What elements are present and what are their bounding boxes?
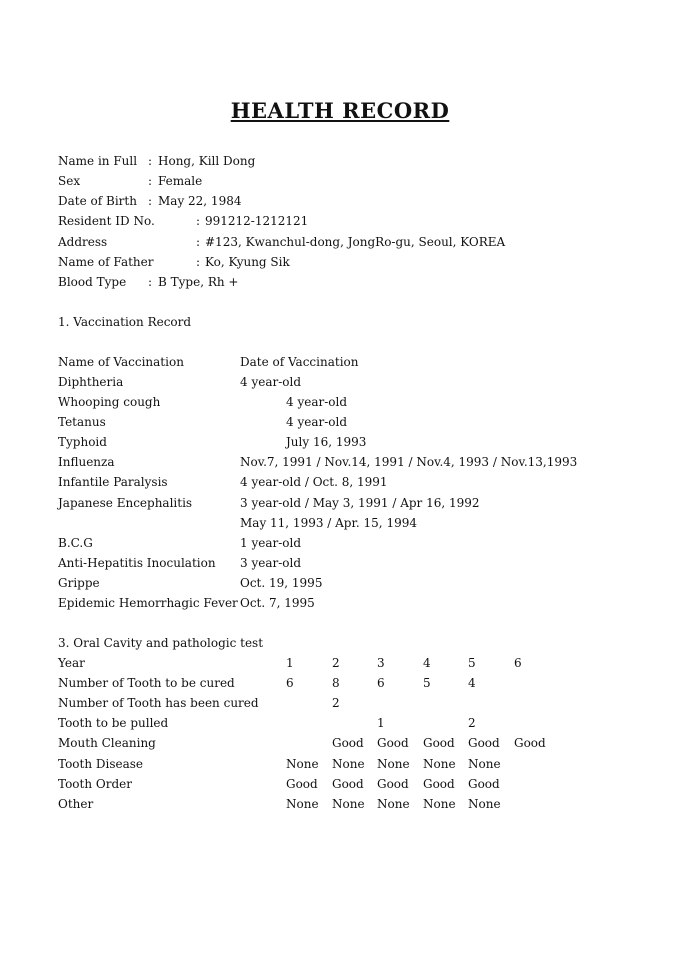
oral-cell: None — [377, 797, 410, 811]
vaccine-date: Nov.7, 1991 / Nov.14, 1991 / Nov.4, 1993 / Nov.13,1993 — [240, 455, 578, 469]
oral-row-label: Number of Tooth to be cured — [58, 676, 235, 690]
oral-cell: Good — [514, 736, 546, 750]
personal-label: Resident ID No. — [58, 214, 155, 228]
vaccine-name: B.C.G — [58, 536, 93, 550]
personal-separator: : — [148, 194, 153, 208]
oral-cell: 6 — [514, 656, 522, 670]
oral-cell: None — [332, 797, 365, 811]
oral-cell: 2 — [332, 696, 340, 710]
personal-label: Name in Full — [58, 154, 138, 168]
vaccine-name: Tetanus — [58, 415, 106, 429]
oral-cell: Good — [468, 777, 500, 791]
personal-separator: : — [196, 235, 201, 249]
vaccine-name: Grippe — [58, 576, 100, 590]
section-heading: 1. Vaccination Record — [58, 315, 192, 329]
vaccine-name: Typhoid — [58, 435, 107, 449]
vaccine-name: Whooping cough — [58, 395, 161, 409]
vaccine-name: Diphtheria — [58, 375, 124, 389]
vaccine-date: July 16, 1993 — [286, 435, 367, 449]
personal-separator: : — [148, 275, 153, 289]
oral-cell: Good — [377, 736, 409, 750]
oral-row-label: Tooth to be pulled — [58, 716, 169, 730]
oral-cell: 3 — [377, 656, 385, 670]
vaccine-name: Influenza — [58, 455, 115, 469]
personal-value: Hong, Kill Dong — [158, 154, 256, 168]
vaccine-name: Infantile Paralysis — [58, 475, 168, 489]
oral-cell: None — [286, 797, 319, 811]
vaccine-name: Epidemic Hemorrhagic Fever — [58, 596, 238, 610]
personal-label: Sex — [58, 174, 81, 188]
vaccine-name: Japanese Encephalitis — [58, 496, 193, 510]
oral-cell: 6 — [377, 676, 385, 690]
personal-value: Female — [158, 174, 203, 188]
personal-separator: : — [148, 174, 153, 188]
oral-row-label: Other — [58, 797, 94, 811]
personal-value: #123, Kwanchul-dong, JongRo-gu, Seoul, KOREA — [205, 235, 506, 249]
oral-cell: 5 — [423, 676, 431, 690]
vaccine-date: May 11, 1993 / Apr. 15, 1994 — [240, 516, 417, 530]
oral-cell: 2 — [468, 716, 476, 730]
vaccine-date: 3 year-old / May 3, 1991 / Apr 16, 1992 — [240, 496, 480, 510]
personal-label: Blood Type — [58, 275, 127, 289]
oral-cell: 1 — [286, 656, 294, 670]
personal-label: Name of Father — [58, 255, 154, 269]
personal-separator: : — [148, 154, 153, 168]
oral-cell: None — [468, 797, 501, 811]
oral-cell: 1 — [377, 716, 385, 730]
oral-cell: None — [377, 757, 410, 771]
page-title: HEALTH RECORD — [230, 98, 450, 123]
personal-separator: : — [196, 214, 201, 228]
section-heading: 3. Oral Cavity and pathologic test — [58, 636, 264, 650]
vaccine-date: 1 year-old — [240, 536, 302, 550]
personal-value: 991212-1212121 — [205, 214, 309, 228]
vaccine-name: Anti-Hepatitis Inoculation — [58, 556, 216, 570]
oral-cell: 5 — [468, 656, 476, 670]
oral-row-label: Year — [58, 656, 85, 670]
oral-cell: 6 — [286, 676, 294, 690]
oral-row-label: Tooth Disease — [58, 757, 144, 771]
oral-cell: None — [332, 757, 365, 771]
oral-cell: 4 — [423, 656, 431, 670]
oral-cell: 8 — [332, 676, 340, 690]
oral-cell: None — [423, 797, 456, 811]
oral-row-label: Mouth Cleaning — [58, 736, 156, 750]
vaccine-date: 4 year-old — [286, 395, 348, 409]
vaccine-date: 4 year-old — [240, 375, 302, 389]
oral-cell: None — [423, 757, 456, 771]
oral-cell: Good — [332, 777, 364, 791]
oral-cell: Good — [377, 777, 409, 791]
oral-cell: Good — [423, 777, 455, 791]
personal-value: B Type, Rh + — [158, 275, 239, 289]
vaccine-date: 3 year-old — [240, 556, 302, 570]
vaccine-date: 4 year-old — [286, 415, 348, 429]
oral-cell: Good — [332, 736, 364, 750]
oral-row-label: Number of Tooth has been cured — [58, 696, 259, 710]
personal-value: May 22, 1984 — [158, 194, 242, 208]
oral-cell: 4 — [468, 676, 476, 690]
oral-row-label: Tooth Order — [58, 777, 132, 791]
vaccine-date: Oct. 19, 1995 — [240, 576, 323, 590]
column-header: Name of Vaccination — [58, 355, 184, 369]
personal-separator: : — [196, 255, 201, 269]
personal-label: Date of Birth — [58, 194, 137, 208]
oral-cell: Good — [468, 736, 500, 750]
personal-label: Address — [58, 235, 108, 249]
oral-cell: None — [468, 757, 501, 771]
oral-cell: Good — [286, 777, 318, 791]
vaccine-date: 4 year-old / Oct. 8, 1991 — [240, 475, 388, 489]
personal-value: Ko, Kyung Sik — [205, 255, 290, 269]
vaccine-date: Oct. 7, 1995 — [240, 596, 315, 610]
oral-cell: None — [286, 757, 319, 771]
column-header: Date of Vaccination — [240, 355, 359, 369]
oral-cell: 2 — [332, 656, 340, 670]
oral-cell: Good — [423, 736, 455, 750]
